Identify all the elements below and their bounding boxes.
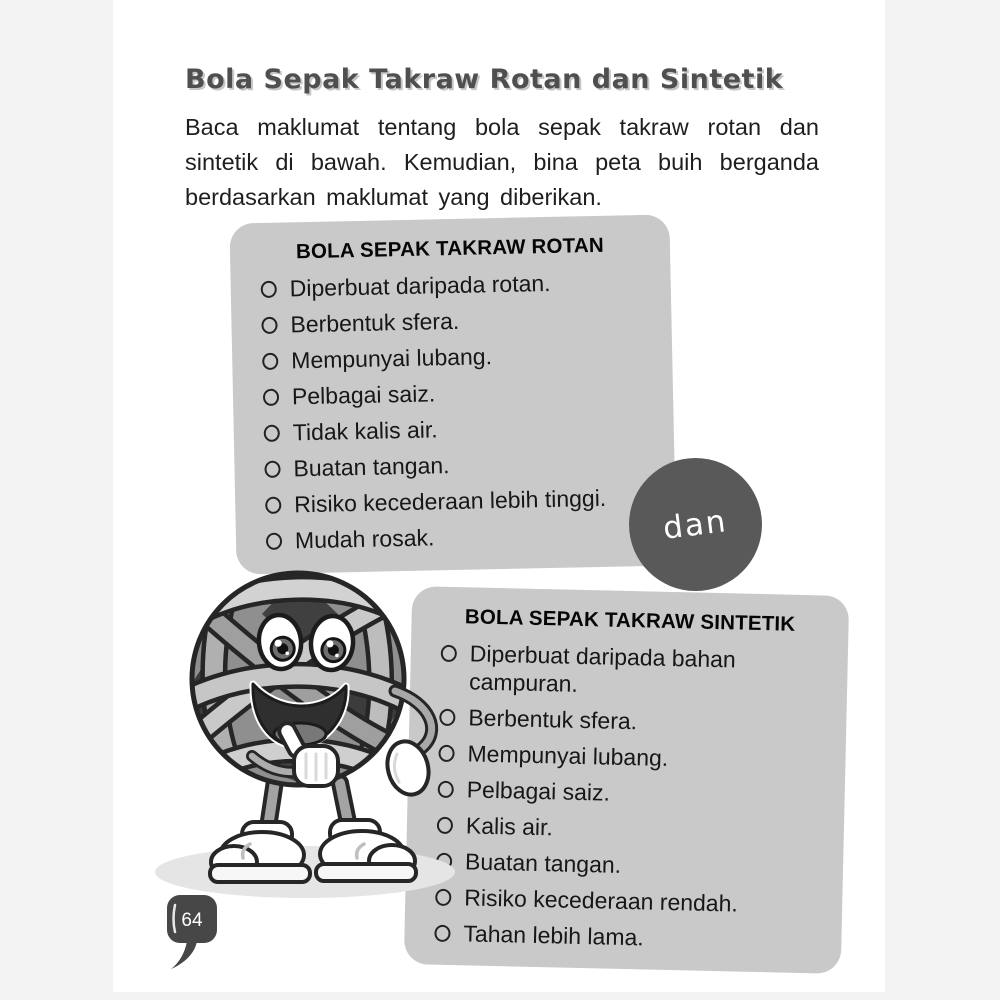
list-item-text: Buatan tangan. [464,848,622,878]
list-item [437,775,787,811]
list-item-text: Pelbagai saiz. [291,380,436,410]
rotan-fact-list [230,266,676,555]
list-item-text: Mempunyai lubang. [467,740,669,771]
intro-line: Baca maklumat tentang bola sepak takraw rotan dan [185,114,819,140]
list-item [436,847,786,883]
list-item-text: Mempunyai lubang. [290,343,493,374]
list-item [440,639,790,703]
o-bullet-icon [266,533,282,550]
list-item-text: Kalis air. [465,812,554,841]
list-item [262,339,647,375]
info-box-rotan [229,214,676,574]
list-item-text: Risiko kecederaan rendah. [464,884,739,917]
mascot-boot-right [316,820,416,881]
info-box-sintetik [404,586,849,974]
list-item-text: Risiko kecederaan lebih tinggi. [293,484,607,518]
dan-connector-badge [629,458,762,591]
sintetik-fact-list [404,638,848,956]
o-bullet-icon [264,461,280,478]
list-item-text: Berbentuk sfera. [468,704,638,735]
list-item [439,703,789,739]
list-item [264,447,649,483]
intro-line: berdasarkan maklumat yang diberikan. [185,184,602,210]
intro-line: sintetik di bawah. Kemudian, bina peta buih berganda [185,149,819,175]
list-item [435,883,785,919]
list-item-text: Tahan lebih lama. [463,920,645,951]
list-item [266,519,651,555]
list-item [261,303,646,339]
info-box-heading: BOLA SEPAK TAKRAW ROTAN [295,233,605,264]
page-title: Bola Sepak Takraw Rotan dan Sintetik [185,64,784,95]
o-bullet-icon [261,281,277,298]
page-number: 64 [181,910,203,931]
list-item [265,483,650,519]
list-item-text: Diperbuat daripada bahan campuran. [468,640,737,697]
list-item-text: Berbentuk sfera. [290,307,460,338]
dan-connector-label: dan [661,502,730,547]
o-bullet-icon [263,389,279,406]
sepak-takraw-mascot-illustration [150,556,470,906]
list-item-text: Pelbagai saiz. [466,776,611,806]
o-bullet-icon [264,425,280,442]
list-item [438,739,788,775]
o-bullet-icon [434,925,450,942]
list-item [263,375,648,411]
info-box-heading: BOLA SEPAK TAKRAW SINTETIK [464,605,796,636]
list-item [263,411,648,447]
bubble-tail [171,941,197,969]
list-item-text: Diperbuat daripada rotan. [289,269,551,302]
list-item-text: Tidak kalis air. [292,416,438,446]
o-bullet-icon [265,497,281,514]
o-bullet-icon [261,317,277,334]
page-number-bubble [163,893,225,973]
list-item [260,267,645,303]
mascot-boot-left [210,822,310,882]
list-item-text: Buatan tangan. [293,452,450,482]
list-item [437,811,787,847]
o-bullet-icon [262,353,278,370]
list-item-text: Mudah rosak. [294,524,435,554]
list-item [434,919,784,955]
intro-paragraph [185,110,819,215]
